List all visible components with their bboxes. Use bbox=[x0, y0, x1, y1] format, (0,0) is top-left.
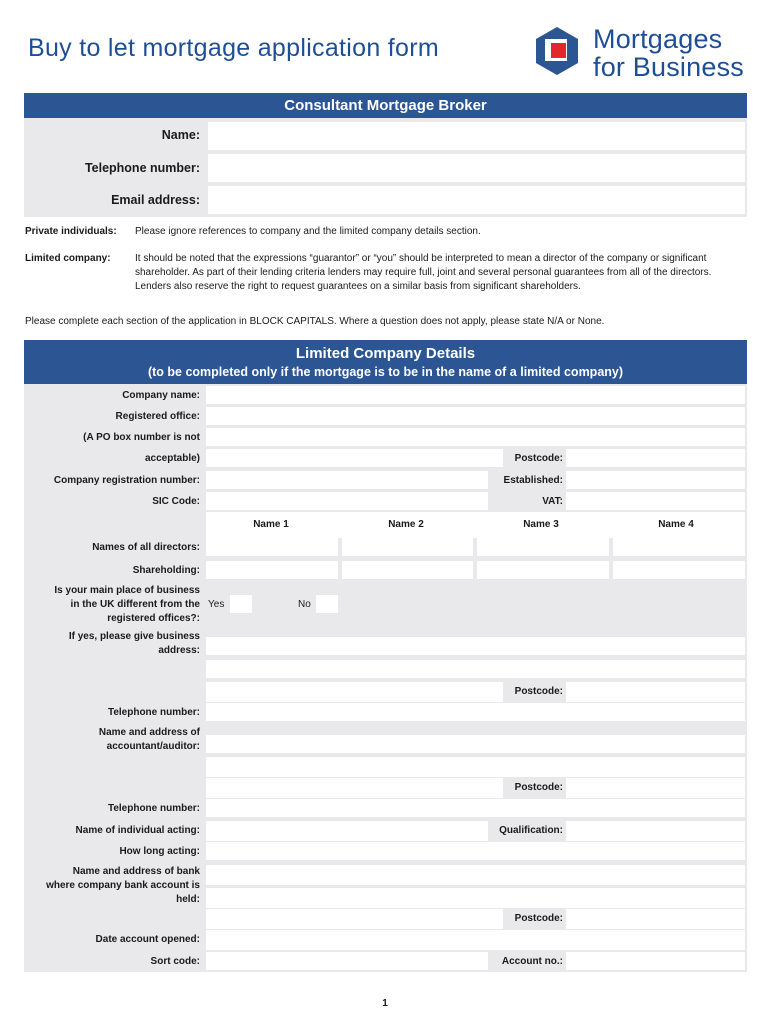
director-4-field[interactable] bbox=[613, 538, 745, 556]
registered-office-postcode-field[interactable] bbox=[566, 449, 745, 467]
shareholding-2-field[interactable] bbox=[342, 561, 473, 579]
registered-office-field-2[interactable] bbox=[206, 428, 745, 446]
registered-office-field-1[interactable] bbox=[206, 407, 745, 425]
vat-field[interactable] bbox=[566, 492, 745, 510]
instruction-text: Please complete each section of the application in BLOCK CAPITALS. Where a question does not apply, please state N/A or None. bbox=[25, 316, 605, 327]
business-address-field-1[interactable] bbox=[206, 637, 745, 655]
company-name-field[interactable] bbox=[206, 386, 745, 404]
bank-postcode-field[interactable] bbox=[566, 909, 745, 929]
accountant-postcode-label: Postcode: bbox=[514, 782, 563, 793]
sic-code-label: SIC Code: bbox=[152, 496, 200, 507]
name-4-header: Name 4 bbox=[658, 519, 694, 530]
how-long-acting-field[interactable] bbox=[206, 842, 745, 860]
registration-number-field[interactable] bbox=[206, 471, 488, 489]
bank-field-2[interactable] bbox=[206, 888, 745, 908]
business-address-field-3[interactable] bbox=[206, 682, 503, 702]
name-3-header: Name 3 bbox=[523, 519, 559, 530]
no-checkbox[interactable] bbox=[316, 595, 338, 613]
form-title: Buy to let mortgage application form bbox=[28, 34, 440, 62]
private-individuals-label: Private individuals: bbox=[25, 226, 117, 237]
shareholding-1-field[interactable] bbox=[206, 561, 338, 579]
private-individuals-text: Please ignore references to company and the limited company details section. bbox=[135, 226, 481, 237]
bank-postcode-label: Postcode: bbox=[514, 913, 563, 924]
company-section-title: Limited Company Details bbox=[295, 345, 476, 362]
sort-code-label: Sort code: bbox=[150, 956, 200, 967]
company-section-header bbox=[24, 340, 747, 384]
date-opened-label: Date account opened: bbox=[95, 934, 200, 945]
business-address-label-2: address: bbox=[158, 645, 200, 656]
business-postcode-label: Postcode: bbox=[514, 686, 563, 697]
sic-code-field[interactable] bbox=[206, 492, 488, 510]
established-label: Established: bbox=[503, 475, 563, 486]
business-address-field-2[interactable] bbox=[206, 660, 745, 678]
po-box-note-2: acceptable) bbox=[144, 453, 200, 464]
yes-label: Yes bbox=[208, 599, 225, 610]
accountant-phone-field[interactable] bbox=[206, 799, 745, 817]
yes-checkbox[interactable] bbox=[230, 595, 252, 613]
logo-text-line1: Mortgages bbox=[593, 24, 723, 54]
business-postcode-field[interactable] bbox=[566, 682, 745, 702]
limited-company-text: It should be noted that the expressions “guarantor” or “you” should be interpreted to mean a director of the company or significant shareholder. As part of their lending criteria lenders may require full, joint and several personal guarantees from all of the directors. Lenders also reserve the right to request guarantees on a similar basis from significant shareholders. bbox=[135, 253, 712, 292]
bank-label-3: held: bbox=[176, 894, 200, 905]
director-3-field[interactable] bbox=[477, 538, 609, 556]
business-phone-label: Telephone number: bbox=[107, 707, 200, 718]
accountant-phone-label: Telephone number: bbox=[107, 803, 200, 814]
registered-office-postcode-label: Postcode: bbox=[514, 453, 563, 464]
main-place-label-3: registered offices?: bbox=[107, 613, 200, 624]
company-name-label: Company name: bbox=[122, 390, 200, 401]
company-section-subtitle: (to be completed only if the mortgage is to be in the name of a limited company) bbox=[147, 365, 624, 379]
qualification-label: Qualification: bbox=[499, 825, 563, 836]
page-number: 1 bbox=[382, 998, 388, 1009]
shareholding-4-field[interactable] bbox=[613, 561, 745, 579]
business-phone-field[interactable] bbox=[206, 703, 745, 721]
main-place-label-1: Is your main place of business bbox=[54, 585, 200, 596]
name-1-header: Name 1 bbox=[253, 519, 289, 530]
shareholding-3-field[interactable] bbox=[477, 561, 609, 579]
accountant-field-2[interactable] bbox=[206, 757, 745, 777]
account-number-field[interactable] bbox=[566, 952, 745, 970]
individual-acting-label: Name of individual acting: bbox=[75, 825, 200, 836]
broker-section-header: Consultant Mortgage Broker bbox=[24, 93, 747, 118]
broker-phone-field[interactable] bbox=[208, 154, 745, 182]
date-opened-field[interactable] bbox=[206, 930, 745, 950]
vat-label: VAT: bbox=[542, 496, 563, 507]
directors-label: Names of all directors: bbox=[92, 542, 200, 553]
bank-field-1[interactable] bbox=[206, 865, 745, 885]
established-field[interactable] bbox=[566, 471, 745, 489]
how-long-acting-label: How long acting: bbox=[119, 846, 200, 857]
po-box-note-1: (A PO box number is not bbox=[83, 432, 200, 443]
registered-office-label: Registered office: bbox=[115, 411, 200, 422]
name-2-header: Name 2 bbox=[388, 519, 424, 530]
bank-label-2: where company bank account is bbox=[46, 880, 200, 891]
accountant-field-1[interactable] bbox=[206, 735, 745, 753]
qualification-field[interactable] bbox=[566, 821, 745, 841]
bank-field-3[interactable] bbox=[206, 909, 503, 929]
logo-text-line2: for Business bbox=[593, 52, 744, 82]
logo-hexagon-icon bbox=[532, 26, 582, 76]
bank-label-1: Name and address of bank bbox=[72, 866, 200, 877]
registered-office-field-3[interactable] bbox=[206, 449, 503, 467]
accountant-label-1: Name and address of bbox=[98, 727, 200, 738]
main-place-label-2: in the UK different from the bbox=[70, 599, 200, 610]
accountant-field-3[interactable] bbox=[206, 778, 503, 798]
shareholding-label: Shareholding: bbox=[132, 565, 200, 576]
no-label: No bbox=[298, 599, 311, 610]
sort-code-field[interactable] bbox=[206, 952, 488, 970]
accountant-postcode-field[interactable] bbox=[566, 778, 745, 798]
broker-email-label: Email address: bbox=[111, 193, 200, 207]
broker-name-field[interactable] bbox=[208, 122, 745, 150]
business-address-label-1: If yes, please give business bbox=[68, 631, 200, 642]
director-1-field[interactable] bbox=[206, 538, 338, 556]
company-logo bbox=[532, 24, 747, 80]
broker-email-field[interactable] bbox=[208, 186, 745, 214]
accountant-label-2: accountant/auditor: bbox=[106, 741, 200, 752]
account-number-label: Account no.: bbox=[501, 956, 563, 967]
broker-phone-label: Telephone number: bbox=[84, 161, 200, 175]
registration-number-label: Company registration number: bbox=[53, 475, 200, 486]
broker-name-label: Name: bbox=[161, 128, 200, 142]
individual-acting-field[interactable] bbox=[206, 821, 488, 841]
director-2-field[interactable] bbox=[342, 538, 473, 556]
limited-company-label: Limited company: bbox=[25, 253, 111, 264]
